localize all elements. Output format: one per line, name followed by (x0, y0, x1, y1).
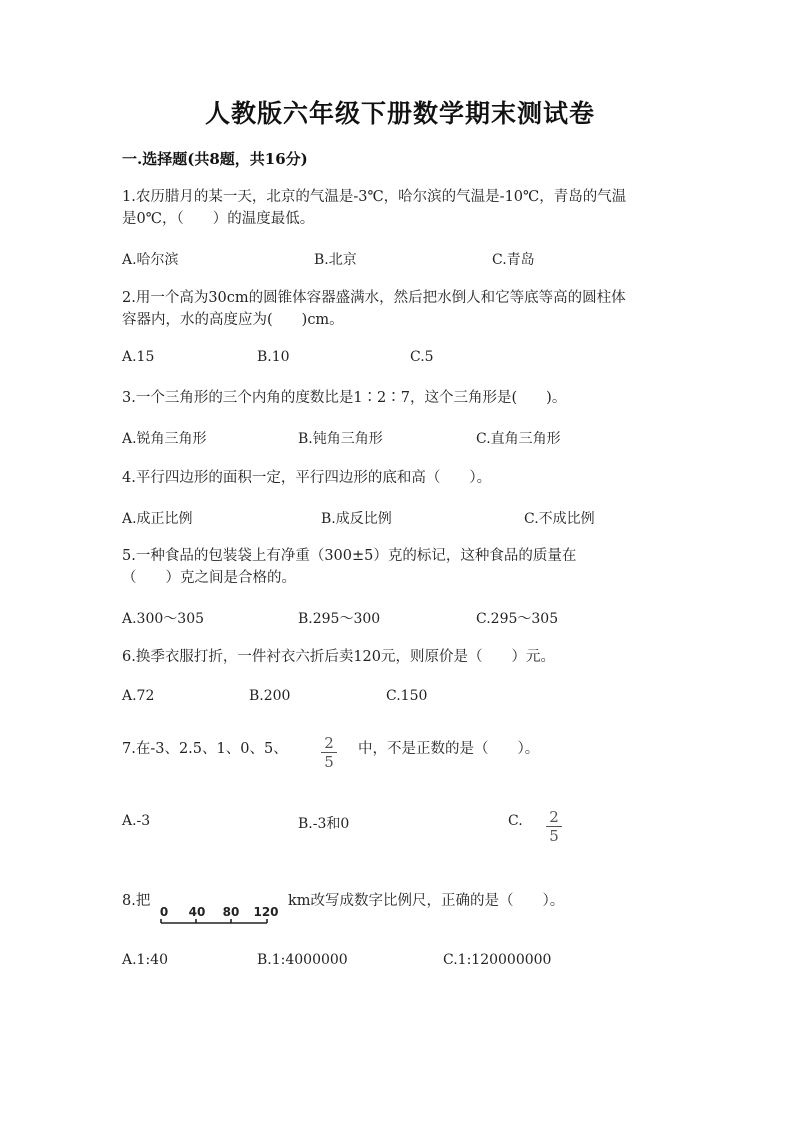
question-1-line-2: 是0℃，（ ）的温度最低。 (122, 211, 315, 227)
page-title: 人教版六年级下册数学期末测试卷 (204, 99, 595, 128)
scale-label-40: 40 (188, 905, 206, 919)
question-7-option-a: A.-3 (122, 813, 151, 829)
question-1-line-1: 1.农历腊月的某一天，北京的气温是-3℃，哈尔滨的气温是-10℃，青岛的气温 (122, 189, 627, 205)
question-8-option-a: A.1:40 (122, 952, 168, 968)
question-5-line-1: 5.一种食品的包装袋上有净重（300±5）克的标记，这种食品的质量在 (122, 548, 577, 564)
question-3-option-b: B.钝角三角形 (298, 431, 383, 447)
question-7-option-b: B.-3和0 (298, 816, 350, 832)
scale-label-0: 0 (159, 905, 169, 919)
question-1-option-a: A.哈尔滨 (122, 252, 179, 268)
question-5-option-b: B.295～300 (298, 611, 381, 627)
question-8-prefix: 8.把 (122, 893, 151, 909)
question-5-option-a: A.300～305 (122, 611, 205, 627)
question-8-option-b: B.1:4000000 (257, 952, 348, 968)
question-7-option-c: C. (508, 813, 523, 829)
question-7-prefix: 7.在-3、2.5、1、0、5、 (122, 741, 288, 757)
scale-label-120: 120 (253, 905, 279, 919)
question-6-option-b: B.200 (249, 688, 291, 704)
question-4-option-a: A.成正比例 (122, 511, 193, 527)
question-2-option-b: B.10 (257, 349, 290, 365)
question-6-option-a: A.72 (122, 688, 155, 704)
question-5-line-2: （ ）克之间是合格的。 (122, 570, 296, 586)
question-1-option-c: C.青岛 (492, 252, 535, 268)
question-4-line-1: 4.平行四边形的面积一定，平行四边形的底和高（ ）。 (122, 470, 492, 486)
question-4-option-c: C.不成比例 (524, 511, 595, 527)
question-7-suffix: 中，不是正数的是（ ）。 (358, 741, 540, 757)
question-4-option-b: B.成反比例 (321, 511, 392, 527)
question-2-line-1: 2.用一个高为30cm的圆锥体容器盛满水，然后把水倒人和它等底等高的圆柱体 (122, 290, 626, 306)
question-5-option-c: C.295～305 (476, 611, 559, 627)
fraction-denominator: 5 (324, 753, 334, 771)
scale-bar-diagram (154, 898, 284, 926)
question-1-option-b: B.北京 (314, 252, 357, 268)
question-3-option-c: C.直角三角形 (476, 431, 561, 447)
question-6-line-1: 6.换季衣服打折，一件衬衣六折后卖120元，则原价是（ ）元。 (122, 649, 556, 665)
fraction-denominator: 5 (549, 827, 559, 845)
question-8-suffix: km改写成数字比例尺，正确的是（ ）。 (288, 893, 565, 909)
question-2-option-c: C.5 (410, 349, 434, 365)
question-2-line-2: 容器内，水的高度应为( )cm。 (122, 312, 344, 328)
question-3-option-a: A.锐角三角形 (122, 431, 207, 447)
scale-label-80: 80 (222, 905, 240, 919)
fraction-numerator: 2 (324, 734, 334, 752)
scale-ruler (161, 919, 267, 923)
question-8-option-c: C.1:120000000 (443, 952, 552, 968)
fraction-numerator: 2 (549, 808, 559, 826)
section-heading: 一.选择题(共8题，共16分) (122, 150, 308, 168)
question-3-line-1: 3.一个三角形的三个内角的度数比是1∶2∶7，这个三角形是( )。 (122, 390, 567, 406)
question-2-option-a: A.15 (122, 349, 155, 365)
question-7-option-c-fraction (546, 809, 562, 844)
question-6-option-c: C.150 (386, 688, 428, 704)
question-7-fraction (321, 735, 337, 770)
